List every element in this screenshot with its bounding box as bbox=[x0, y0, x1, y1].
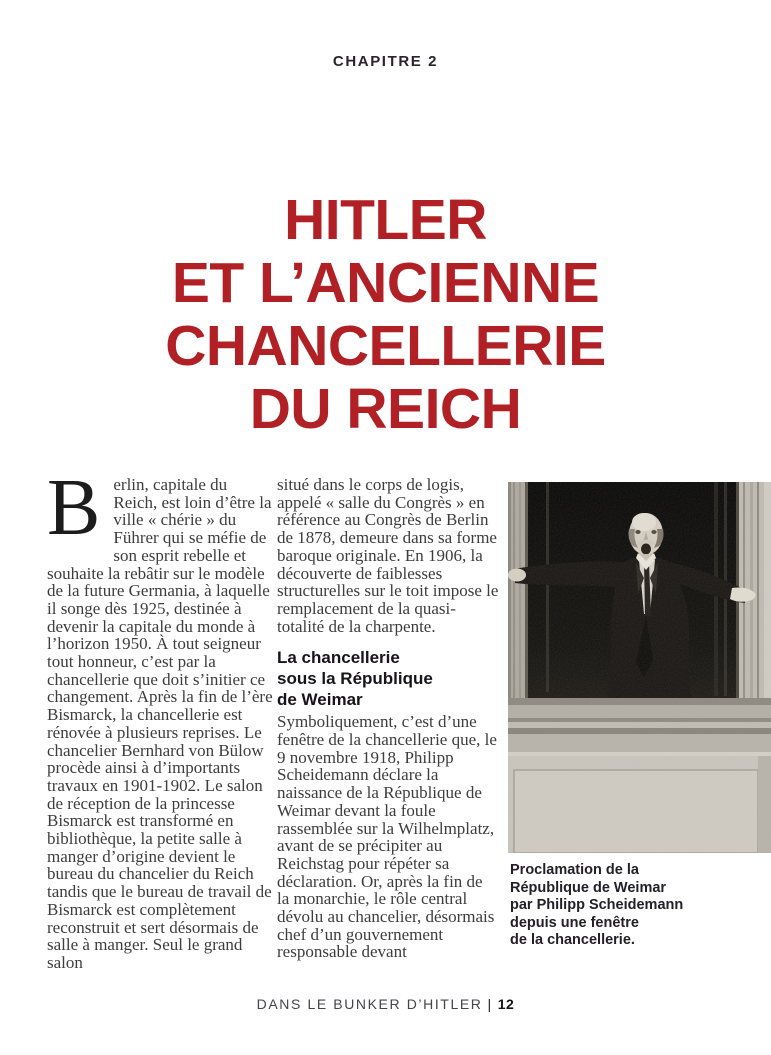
body-paragraph-1-text: erlin, capitale du Reich, est loin d’être la ville « chérie » du Führer qui se méfie de son esprit rebelle et souhaite la rebâtir sur le modèle de la future Germania, à laquelle il songe dès 1925, destinée à devenir la capitale du monde à l’horizon 1950. À tout seigneur tout honneur, c’est par la chancellerie que doit s’initier ce changement. Après la fin de l’ère Bismarck, la chancellerie est rénovée à plusieurs reprises. Le chancelier Bernhard von Bülow procède ainsi à d’importants travaux en 1901-1902. Le salon de réception de la princesse Bismarck est transformé en bibliothèque, la petite salle à manger d’origine devient le bureau du chancelier du Reich tandis que le bureau de travail de Bismarck est complètement reconstruit et sert désormais de salle à manger. Seul le grand salon bbox=[47, 475, 273, 972]
section-subheading bbox=[277, 647, 499, 710]
historical-photo-figure bbox=[508, 482, 771, 950]
photo-caption bbox=[508, 862, 771, 950]
subheading-line-1: La chancellerie bbox=[277, 648, 400, 668]
body-paragraph-1 bbox=[47, 464, 273, 972]
text-column-left bbox=[47, 464, 273, 972]
title-line-4: DU REICH bbox=[249, 377, 522, 441]
title-line-3: CHANCELLERIE bbox=[165, 314, 606, 378]
caption-line-4: depuis une fenêtre bbox=[510, 914, 639, 931]
subheading-line-3: de Weimar bbox=[277, 690, 363, 710]
caption-line-5: de la chancellerie. bbox=[510, 932, 635, 948]
scheidemann-window-photo bbox=[508, 482, 771, 853]
subheading-line-2: sous la République bbox=[277, 669, 433, 689]
page-footer bbox=[0, 996, 771, 1012]
drop-cap: B bbox=[47, 464, 101, 552]
page-title bbox=[0, 189, 771, 441]
title-line-2: ET L’ANCIENNE bbox=[171, 251, 600, 315]
caption-line-2: République de Weimar bbox=[510, 879, 667, 896]
text-column-right bbox=[277, 476, 499, 961]
title-line-1: HITLER bbox=[284, 188, 487, 252]
footer-separator: | bbox=[487, 996, 493, 1012]
chapter-label: CHAPITRE 2 bbox=[332, 53, 439, 70]
caption-line-1: Proclamation de la bbox=[510, 862, 639, 878]
caption-line-3: par Philipp Scheidemann bbox=[510, 897, 684, 913]
body-paragraph-2: situé dans le corps de logis, appelé « salle du Congrès » en référence au Congrès de Berlin de 1878, demeure dans sa forme baroque originale. En 1906, la découverte de faiblesses structurelles sur le toit impose le remplacement de la quasi-totalité de la charpente. bbox=[277, 475, 499, 636]
footer-book-title: DANS LE BUNKER D’HITLER bbox=[256, 996, 483, 1012]
body-paragraph-3: Symboliquement, c’est d’une fenêtre de la chancellerie que, le 9 novembre 1918, Philipp Scheidemann déclare la naissance de la République de Weimar devant la foule rassemblée sur la Wilhelmplatz, avant de se précipiter au Reichstag pour répéter sa déclaration. Or, après la fin de la monarchie, le rôle central dévolu au chancelier, désormais chef d’un gouvernement responsable devant bbox=[277, 712, 497, 962]
footer-page-number: 12 bbox=[497, 996, 515, 1012]
